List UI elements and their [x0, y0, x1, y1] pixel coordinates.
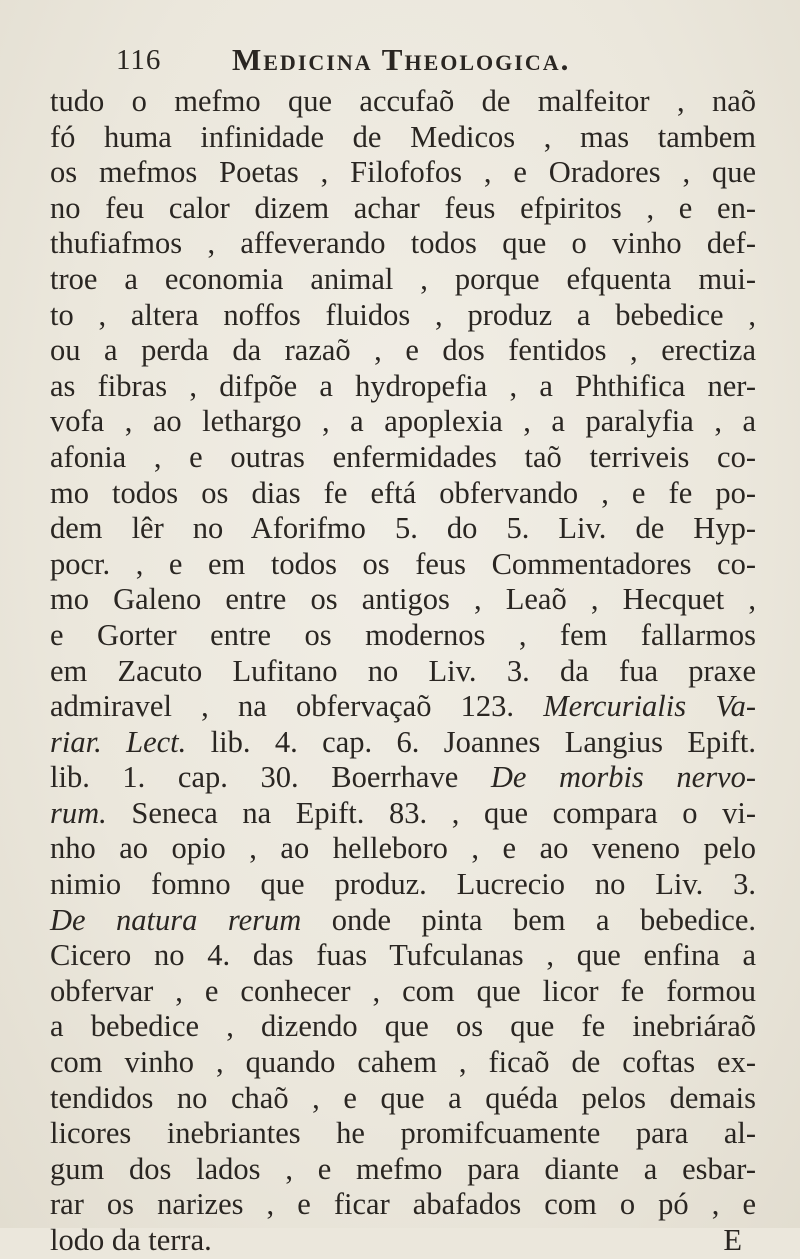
text-line: rar os narizes , e ficar abafados com o pó , e: [50, 1187, 756, 1222]
text-line: gum dos lados , e mefmo para diante a esbar-: [50, 1151, 756, 1186]
text-line: afonia , e outras enfermidades taõ terriveis co-: [50, 439, 756, 474]
text-line: dem lêr no Aforifmo 5. do 5. Liv. de Hyp-: [50, 511, 756, 546]
text-line-mixed: [50, 903, 756, 939]
italic-citation: Mercurialis Va-: [543, 689, 756, 724]
text-line: thufiafmos , affeverando todos que o vinho def-: [50, 226, 756, 261]
text-line: ou a perda da razaõ , e dos fentidos , erectiza: [50, 333, 756, 368]
catchword: E: [723, 1223, 742, 1257]
text-segment: lib. 4. cap. 6. Joannes Langius Epift.: [210, 724, 757, 759]
text-line: lodo da terra.: [50, 1223, 212, 1257]
page-number: 116: [116, 44, 162, 76]
text-line: em Zacuto Lufitano no Liv. 3. da fua praxe: [50, 653, 756, 688]
text-line: pocr. , e em todos os feus Commentadores co-: [50, 546, 756, 581]
text-line-mixed: [50, 725, 756, 761]
text-line: mo todos os dias fe eftá obfervando , e fe po-: [50, 475, 756, 510]
text-line: nho ao opio , ao helleboro , e ao veneno pelo: [50, 831, 756, 866]
italic-citation: De natura rerum: [50, 902, 302, 937]
text-segment: lib. 1. cap. 30. Boerrhave: [50, 760, 459, 795]
text-line: Cicero no 4. das fuas Tufculanas , que enfina a: [50, 938, 756, 973]
last-line: [50, 1223, 756, 1259]
running-head: [116, 40, 676, 80]
text-line: licores inebriantes he promifcuamente para al-: [50, 1116, 756, 1151]
text-line: mo Galeno entre os antigos , Leaõ , Hecquet ,: [50, 582, 756, 617]
text-segment: admiravel , na obfervaçaõ 123.: [50, 689, 515, 724]
text-line: fó huma infinidade de Medicos , mas tambem: [50, 119, 756, 154]
text-line-mixed: [50, 796, 756, 832]
text-line: obfervar , e conhecer , com que licor fe formou: [50, 973, 756, 1008]
body-text: [50, 84, 756, 1259]
italic-citation: De morbis nervo-: [490, 760, 757, 795]
text-line: a bebedice , dizendo que os que fe inebriáraõ: [50, 1009, 756, 1044]
text-segment: Seneca na Epift. 83. , que compara o vi-: [131, 795, 757, 830]
text-line: as fibras , difpõe a hydropefia , a Phthifica ner-: [50, 368, 756, 403]
text-line: tendidos no chaõ , e que a quéda pelos demais: [50, 1080, 756, 1115]
italic-citation: riar.: [50, 724, 102, 759]
text-line: troe a economia animal , porque efquenta mui-: [50, 261, 756, 296]
text-line-mixed: [50, 689, 756, 725]
text-line: nimio fomno que produz. Lucrecio no Liv. 3.: [50, 867, 756, 902]
text-line: no feu calor dizem achar feus efpiritos , e en-: [50, 190, 756, 225]
text-line: com vinho , quando cahem , ficaõ de coftas ex-: [50, 1045, 756, 1080]
running-title: Medicina Theologica.: [232, 42, 571, 77]
text-line: os mefmos Poetas , Filofofos , e Oradores , que: [50, 155, 756, 190]
italic-citation: rum.: [50, 795, 107, 830]
italic-citation: Lect.: [126, 724, 187, 759]
text-line-mixed: [50, 760, 756, 796]
text-line: vofa , ao lethargo , a apoplexia , a paralyfia , a: [50, 404, 756, 439]
text-line: to , altera noffos fluidos , produz a bebedice ,: [50, 297, 756, 332]
text-line: tudo o mefmo que accufaõ de malfeitor , naõ: [50, 84, 756, 118]
text-line: e Gorter entre os modernos , fem fallarmos: [50, 617, 756, 652]
text-segment: onde pinta bem a bebedice.: [331, 902, 757, 937]
